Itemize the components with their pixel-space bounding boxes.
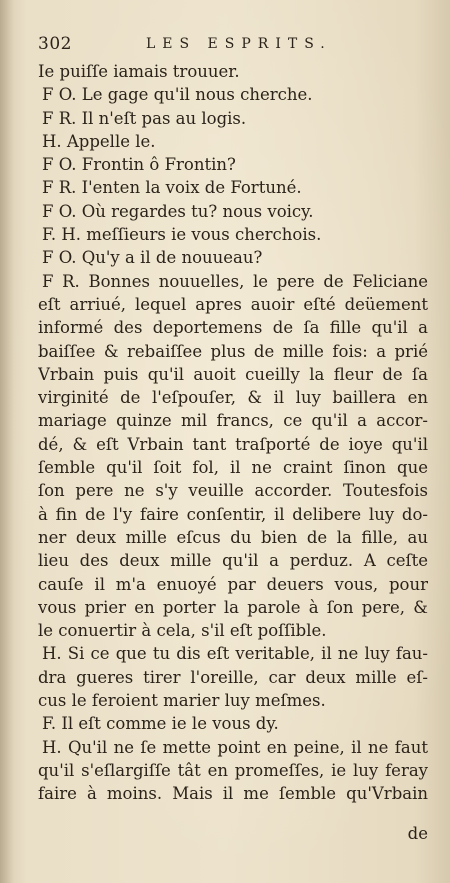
catchword: de	[407, 824, 428, 843]
text-line: cauſe il m'a enuoyé par deuers vous, pour	[38, 574, 428, 594]
text-line: le conuertir à cela, s'il eſt poſſible.	[38, 621, 327, 641]
text-line: ſemble qu'il ſoit fol, il ne craint ſinon que	[38, 458, 428, 478]
text-line: F. Il eſt comme ie le vous dy.	[42, 714, 279, 734]
text-line: F O. Où regardes tu? nous voicy.	[42, 201, 314, 221]
text-line: dé, & eſt Vrbain tant traſporté de ioye qu'il	[38, 434, 428, 454]
text-line: lieu des deux mille qu'il a perduz. A ceſte	[38, 551, 428, 571]
text-line: informé des deportemens de ſa fille qu'il a	[38, 318, 428, 338]
text-line: F R. Bonnes nouuelles, le pere de Feliciane	[42, 271, 428, 291]
text-line: Vrbain puis qu'il auoit cueilly la fleur de ſa	[38, 364, 428, 384]
text-line: F O. Qu'y a il de nouueau?	[42, 248, 263, 268]
running-title: LES ESPRITS.	[146, 36, 332, 52]
text-line: qu'il s'eſlargiſſe tât en promeſſes, ie luy feray	[38, 760, 428, 780]
body-text	[38, 60, 428, 806]
text-line: baiſſee & rebaiſſee plus de mille fois: a prié	[38, 341, 428, 361]
text-line: virginité de l'eſpouſer, & il luy baillera en	[38, 388, 428, 408]
page-number: 302	[38, 34, 72, 54]
text-line: F R. Il n'eſt pas au logis.	[42, 108, 247, 128]
text-line: faire à moins. Mais il me ſemble qu'Vrbain	[38, 784, 428, 804]
text-line: F. H. meſſieurs ie vous cherchois.	[42, 225, 322, 245]
text-line: Ie puiſſe iamais trouuer.	[38, 62, 240, 81]
text-line: à fin de l'y faire conſentir, il delibere luy do-	[38, 504, 428, 524]
text-line: F O. Frontin ô Frontin?	[42, 155, 236, 175]
text-line: dra gueres tirer l'oreille, car deux mille eſ-	[38, 667, 428, 687]
text-line: ner deux mille eſcus du bien de la fille, au	[38, 527, 428, 547]
text-line: H. Appelle le.	[42, 131, 156, 151]
text-line: vous prier en porter la parole à ſon pere, &	[38, 597, 428, 617]
text-line: ſon pere ne s'y veuille accorder. Toutesfois	[38, 481, 428, 501]
text-line: mariage quinze mil francs, ce qu'il a accor-	[38, 411, 428, 431]
page-header	[38, 34, 420, 60]
text-line: H. Si ce que tu dis eſt veritable, il ne luy fau-	[42, 644, 428, 664]
text-line: cus le feroient marier luy meſmes.	[38, 691, 326, 711]
text-line: F O. Le gage qu'il nous cherche.	[42, 85, 313, 105]
text-line: eſt arriué, lequel apres auoir eſté deüement	[38, 294, 428, 314]
text-line: F R. I'enten la voix de Fortuné.	[42, 178, 302, 198]
text-line: H. Qu'il ne ſe mette point en peine, il ne faut	[42, 737, 428, 757]
